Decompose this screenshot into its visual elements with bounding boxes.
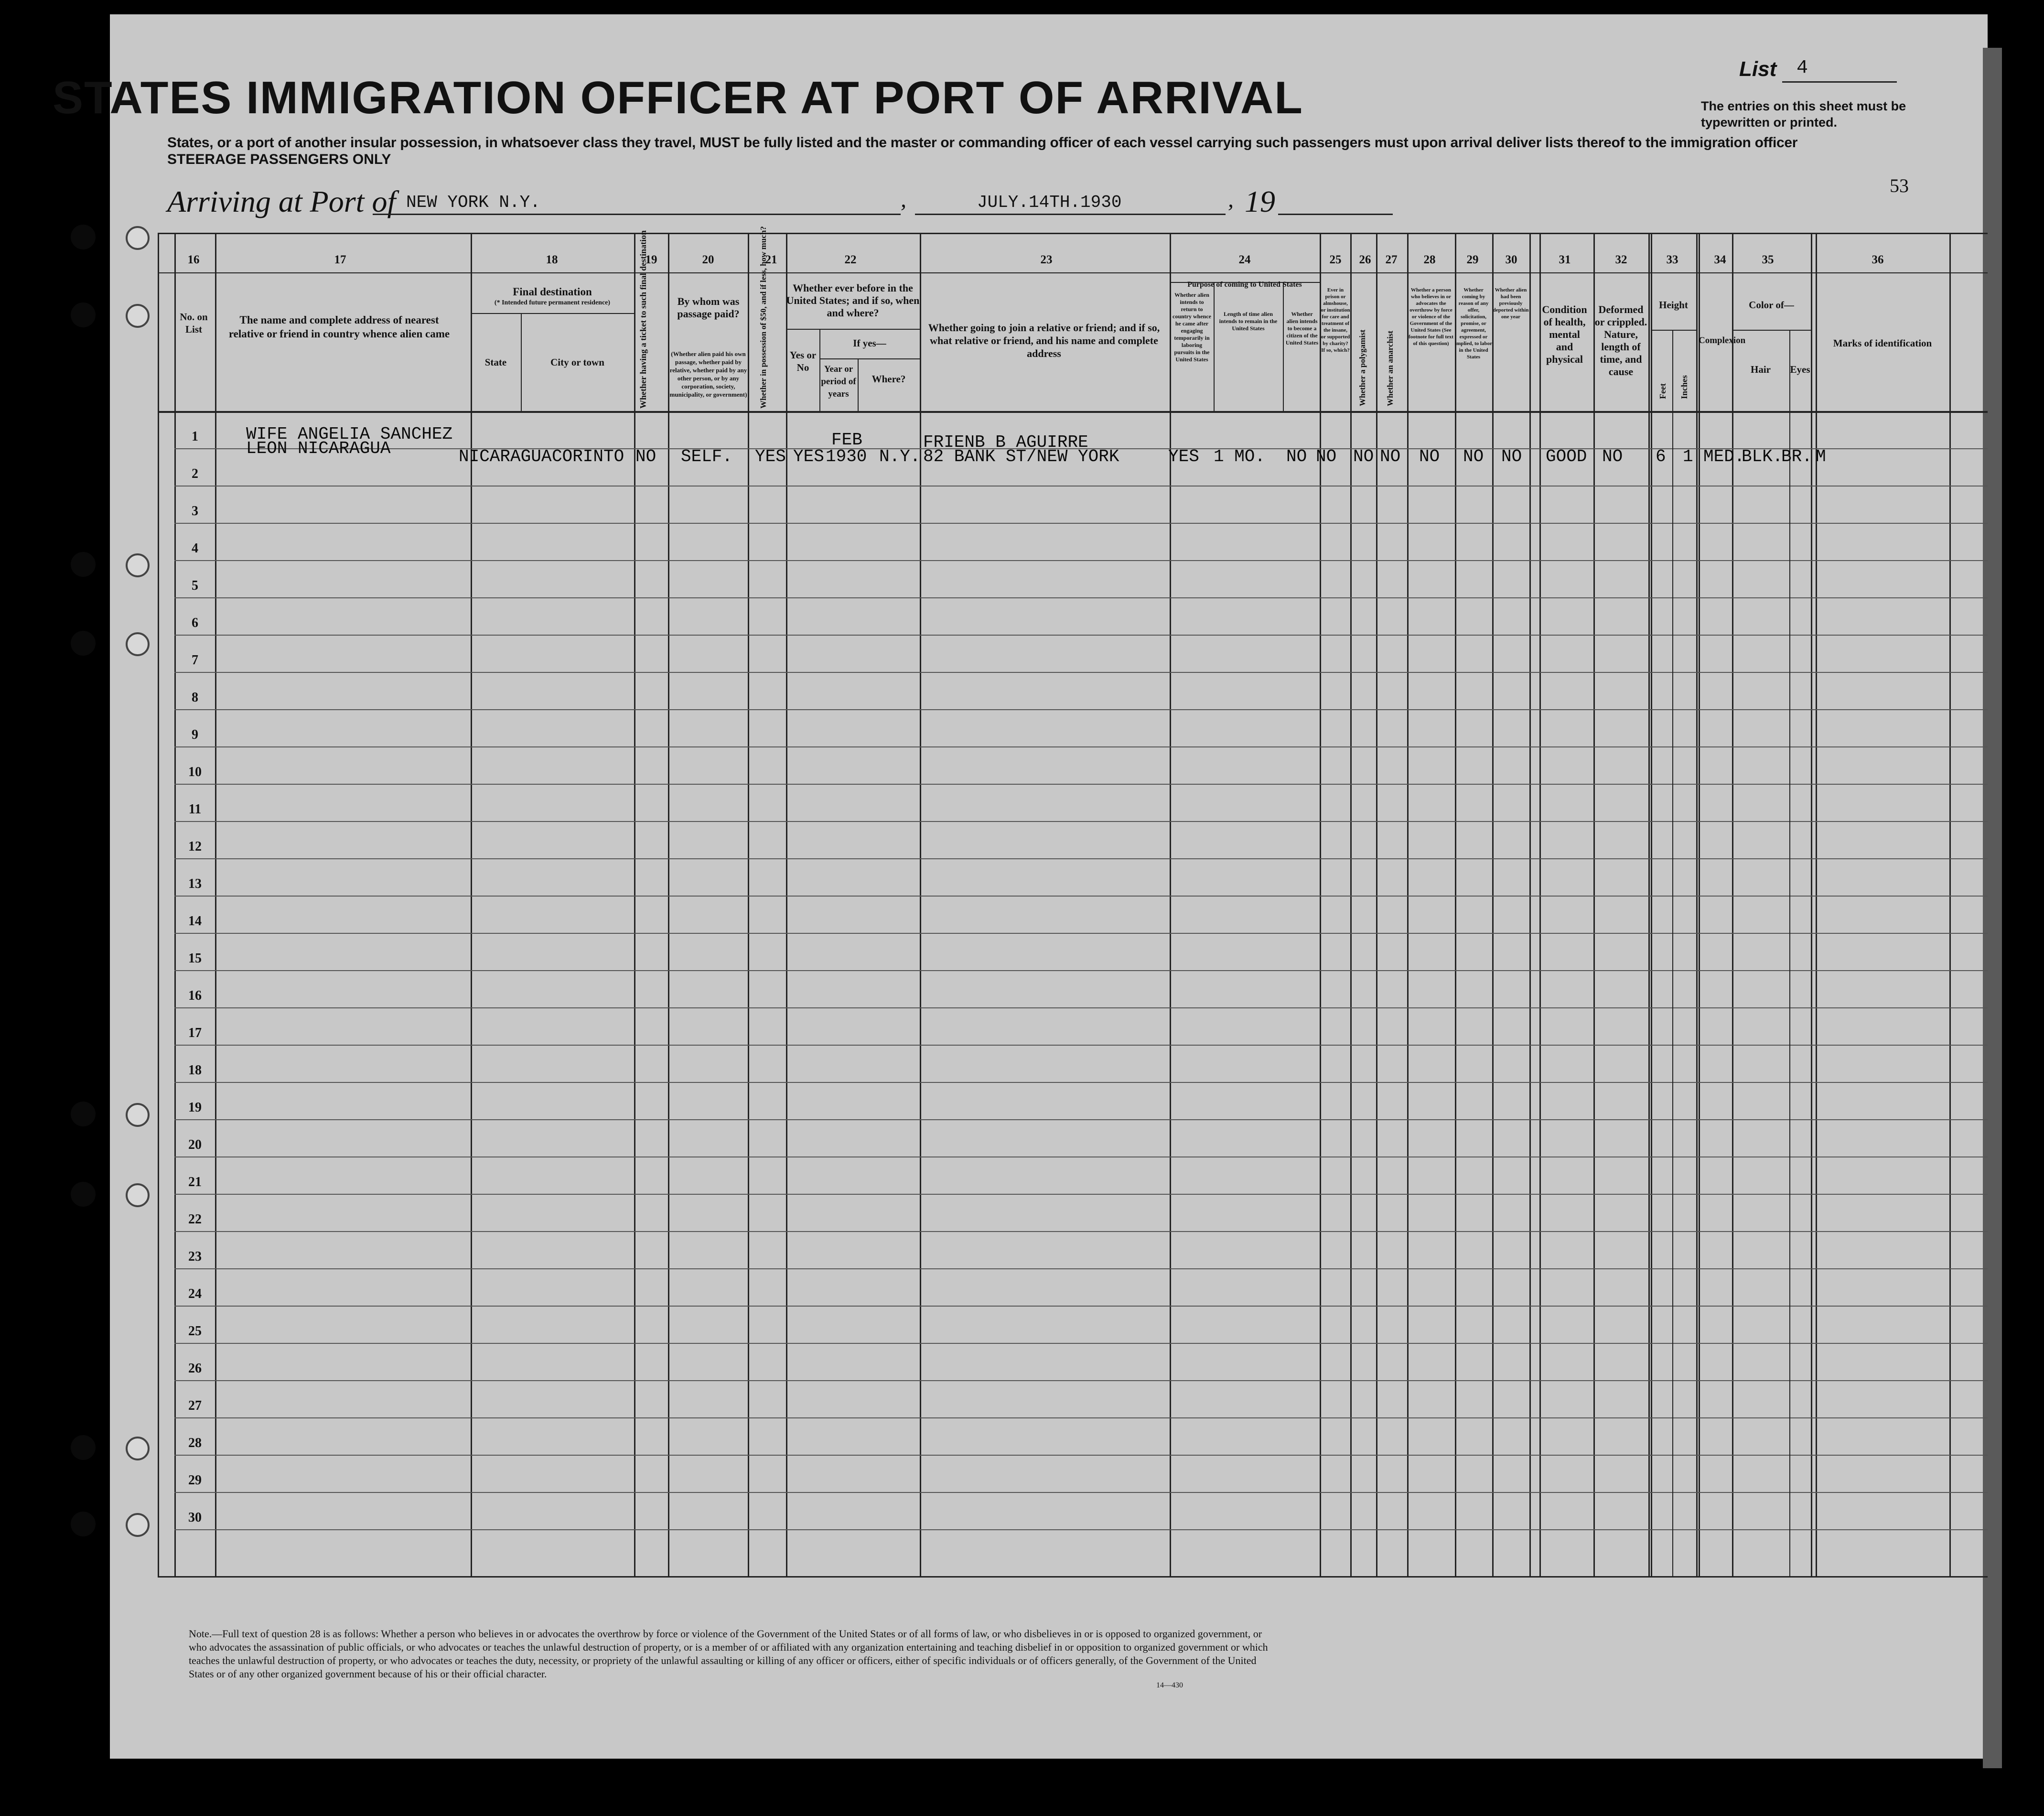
col-19: 19 <box>645 253 657 266</box>
col-33: 33 <box>1666 253 1678 266</box>
column-line <box>920 233 921 1576</box>
row-line <box>174 746 1988 747</box>
date-value: JULY.14TH.1930 <box>977 193 1122 212</box>
q29-value: NO <box>1463 447 1484 466</box>
hdr-purpose-citizen: Whether alien intends to become a citizen of the United States <box>1285 311 1319 346</box>
column-line <box>158 233 159 1576</box>
table-top-border <box>158 233 1988 234</box>
colnum-row-border <box>158 272 1988 273</box>
hdr-height: Height <box>1659 299 1688 311</box>
row-number: 4 <box>192 541 198 556</box>
header-line-2: STEERAGE PASSENGERS ONLY <box>167 151 391 167</box>
hdr-color-of: Color of— <box>1749 299 1794 311</box>
row-number: 26 <box>188 1361 202 1376</box>
punch-hole <box>71 1435 96 1460</box>
feet-value: 6 <box>1656 447 1666 466</box>
column-line <box>1699 233 1700 1576</box>
col-29: 29 <box>1466 253 1479 266</box>
punch-hole-ring <box>126 304 150 328</box>
row-line <box>174 1194 1988 1195</box>
punch-hole <box>71 552 96 577</box>
punch-hole <box>71 631 96 656</box>
row-line <box>174 784 1988 785</box>
year-underline <box>1278 214 1393 215</box>
citizen-value: NO <box>1286 447 1307 466</box>
col-35: 35 <box>1762 253 1774 266</box>
col-21: 21 <box>765 253 777 266</box>
typewritten-notice: The entries on this sheet must be typewritten or printed. <box>1701 99 1906 130</box>
row-number: 25 <box>188 1324 202 1339</box>
before-value: YES <box>793 447 824 466</box>
row-number: 19 <box>188 1100 202 1115</box>
possession-value: YES <box>755 447 786 466</box>
hdr-prison: Ever in prison or almshouse, or institution for care and treatment of the insane, or supported by charity? If so, which? <box>1321 287 1350 353</box>
hdr-year-period: Year or period of years <box>821 364 856 399</box>
row-number: 13 <box>188 876 202 891</box>
row-number: 3 <box>192 504 198 519</box>
row-number: 8 <box>192 690 198 705</box>
column-line <box>1350 233 1352 1576</box>
page-edge <box>1983 48 2002 1768</box>
row-number: 21 <box>188 1175 202 1189</box>
hdr-purpose: Purpose of coming to United States <box>1187 281 1302 289</box>
row-number: 10 <box>188 765 202 779</box>
col-25: 25 <box>1329 253 1342 266</box>
col-20: 20 <box>702 253 714 266</box>
row-line <box>174 1417 1988 1418</box>
manifest-sheet <box>110 14 1988 1759</box>
row-number: 16 <box>188 988 202 1003</box>
marks-value: M <box>1816 447 1826 466</box>
column-line <box>1949 233 1951 1576</box>
row-line <box>174 560 1988 561</box>
row-line <box>174 858 1988 859</box>
where-value: N.Y. <box>879 447 921 466</box>
punch-hole <box>71 303 96 327</box>
hdr-hair: Hair <box>1751 364 1771 375</box>
column-line <box>1732 233 1733 1576</box>
list-value: 4 <box>1797 57 1808 79</box>
deformed-value: NO <box>1602 447 1623 466</box>
complexion-value: MED. <box>1703 447 1745 466</box>
row-number: 24 <box>188 1286 202 1301</box>
column-line <box>1376 233 1377 1576</box>
hdr-join-relative: Whether going to join a relative or friend; and if so, what relative or friend, and his name and complete address <box>928 322 1160 359</box>
row-number: 22 <box>188 1212 202 1227</box>
col-16: 16 <box>187 253 200 266</box>
row-number: 18 <box>188 1063 202 1078</box>
col-36: 36 <box>1872 253 1884 266</box>
page-title: STATES IMMIGRATION OFFICER AT PORT OF ARRIVAL <box>53 72 1303 123</box>
color-subline <box>1732 330 1811 331</box>
column-line <box>1170 233 1171 1576</box>
row-number: 29 <box>188 1473 202 1488</box>
row-number: 23 <box>188 1249 202 1264</box>
row-line <box>174 896 1988 897</box>
row-line <box>174 970 1988 971</box>
column-line <box>1648 233 1650 1576</box>
row-line <box>174 1380 1988 1381</box>
column-line <box>1696 233 1698 1576</box>
length-value: 1 MO. <box>1214 447 1266 466</box>
col-31: 31 <box>1559 253 1571 266</box>
row-line <box>174 1231 1988 1232</box>
relative-line-1: WIFE ANGELIA SANCHEZ <box>246 424 453 444</box>
row-line <box>174 933 1988 934</box>
punch-hole-ring <box>126 1513 150 1537</box>
row-line <box>174 1268 1988 1269</box>
header-bottom-border <box>158 411 1988 413</box>
hdr-inches: Inches <box>1679 375 1689 399</box>
punch-hole <box>71 1182 96 1207</box>
hdr-condition: Condition of health, mental and physical <box>1542 303 1587 365</box>
row-line <box>174 1343 1988 1344</box>
hdr-ticket: Whether having a ticket to such final destination <box>638 230 648 409</box>
year-label: 19 <box>1245 184 1275 218</box>
row-line <box>174 1529 1988 1530</box>
column-line <box>1593 233 1595 1576</box>
column-line <box>748 233 749 1576</box>
ticket-value: NO <box>635 447 656 466</box>
arriving-label: Arriving at Port of <box>167 184 396 218</box>
hdr-deformed: Deformed or crippled. Nature, length of time, and cause <box>1594 303 1647 378</box>
row-line <box>174 635 1988 636</box>
hdr-complexion: Complexion <box>1699 335 1746 346</box>
if-yes-subline <box>786 329 920 330</box>
hair-value: BLK. <box>1742 447 1783 466</box>
row-number: 7 <box>192 653 198 668</box>
q30-value: NO <box>1501 447 1522 466</box>
row-line <box>174 597 1988 598</box>
eyes-value: BR. <box>1781 447 1812 466</box>
punch-hole-ring <box>126 1183 150 1207</box>
row-number: 30 <box>188 1510 202 1525</box>
row-line <box>174 709 1988 710</box>
row-number: 6 <box>192 616 198 630</box>
row-line <box>174 1492 1988 1493</box>
row-line <box>174 1007 1988 1008</box>
page-number: 53 <box>1890 175 1909 196</box>
year-value: 1930 <box>826 447 867 466</box>
row-number: 9 <box>192 727 198 742</box>
height-subline <box>1651 330 1696 331</box>
footnote: Note.—Full text of question 28 is as follows: Whether a person who believes in or advocates the overthrow by force or violence of the Government of the United States or of all forms of law, or who disbelieves in or is opposed to organized government, or who advocates the assassination of public officials, or who advocates or teaches the unlawful destruction of property, or is a member of or affiliated with any organization entertaining and teaching disbelief in or opposition to organized government or which teaches the unlawful destruction of property, or who advocates or teaches the duty, necessity, or propriety of the unlawful assaulting or killing of any officer or officers, either of specific individuals or of officers generally, of the Government of the United States or of any other organized government because of his or their official character. <box>189 1628 1268 1680</box>
inches-value: 1 <box>1683 447 1693 466</box>
hdr-anarchist: Whether an anarchist <box>1386 330 1395 406</box>
column-line <box>1455 233 1456 1576</box>
comma: , <box>901 187 906 212</box>
hdr-no-on-list: No. on List <box>180 311 208 335</box>
q28-value: NO <box>1419 447 1440 466</box>
column-line <box>1651 233 1652 1576</box>
hdr-where: Where? <box>871 373 906 385</box>
row-line <box>174 821 1988 822</box>
year-month-value: FEB <box>831 430 862 450</box>
purpose-divider-1 <box>1214 282 1215 411</box>
feet-inches-divider <box>1672 330 1673 1576</box>
row-line <box>174 1045 1988 1046</box>
column-line <box>1320 233 1321 1576</box>
column-line <box>1492 233 1494 1576</box>
row-line <box>174 672 1988 673</box>
row-number: 14 <box>188 914 202 929</box>
header-line-1: States, or a port of another insular possession, in whatsoever class they travel, MUST be fully listed and the master or commanding officer of each vessel carrying such passengers must upon arrival deliver lists thereof to the immigration officer <box>167 135 1798 151</box>
col-28: 28 <box>1423 253 1436 266</box>
hdr-q29: Whether coming by reason of any offer, solicitation, promise, or agreement, expressed or implied, to labor in the United States <box>1455 287 1492 360</box>
col-34: 34 <box>1714 253 1726 266</box>
hdr-q28: Whether a person who believes in or advocates the overthrow by force or violence of the Government of the United States (See footnote for full text of this question) <box>1408 287 1454 346</box>
punch-hole-ring <box>126 1103 150 1127</box>
punch-hole-ring <box>126 1437 150 1460</box>
port-value: NEW YORK N.Y. <box>406 193 540 212</box>
date-underline <box>915 214 1226 215</box>
col-27: 27 <box>1385 253 1398 266</box>
purpose-return-value: YES <box>1168 447 1199 466</box>
row-number: 15 <box>188 951 202 966</box>
column-line <box>668 233 669 1576</box>
column-line <box>1811 233 1812 1576</box>
row-number: 5 <box>192 578 198 593</box>
col-18: 18 <box>546 253 558 266</box>
prison-value: NO <box>1316 447 1337 466</box>
list-label: List <box>1739 57 1777 81</box>
col-26: 26 <box>1359 253 1371 266</box>
column-line <box>1816 233 1817 1576</box>
row-line <box>174 1119 1988 1120</box>
col-30: 30 <box>1505 253 1517 266</box>
join-line-2: 82 BANK ST/NEW YORK <box>923 447 1119 466</box>
hdr-marks: Marks of identification <box>1833 337 1932 349</box>
row-line <box>174 1082 1988 1083</box>
state-value: NICARAGUA <box>459 447 552 466</box>
hdr-passage-note: (Whether alien paid his own passage, whether paid by relative, whether paid by any other person, or by any corporation, society, municipality, or government) <box>669 350 747 398</box>
hdr-nearest-relative: The name and complete address of nearest relative or friend in country whence alien came <box>228 314 450 340</box>
col-23: 23 <box>1040 253 1053 266</box>
purpose-divider-2 <box>1283 282 1284 411</box>
year-where-subline <box>819 358 920 359</box>
form-number: 14—430 <box>1156 1681 1183 1689</box>
row-number: 12 <box>188 839 202 854</box>
punch-hole-ring <box>126 553 150 577</box>
row-line <box>174 1306 1988 1307</box>
punch-hole-ring <box>126 632 150 656</box>
row-number: 1 <box>192 429 198 444</box>
polygamist-value: NO <box>1353 447 1374 466</box>
col-17: 17 <box>334 253 346 266</box>
hdr-final-destination: Final destination <box>513 286 592 298</box>
col-24: 24 <box>1238 253 1251 266</box>
list-underline <box>1782 81 1897 83</box>
hdr-final-destination-note: (* Intended future permanent residence) <box>494 299 611 306</box>
column-line <box>786 233 787 1576</box>
city-value: CORINTO <box>552 447 624 466</box>
hdr-q30: Whether alien had been previously deported within one year <box>1493 287 1529 320</box>
row-number: 20 <box>188 1137 202 1152</box>
column-line <box>634 233 635 1576</box>
hair-eyes-divider <box>1789 330 1790 1576</box>
column-line <box>471 233 472 1576</box>
punch-hole <box>71 225 96 249</box>
row-number: 17 <box>188 1026 202 1040</box>
hdr-state: State <box>484 357 507 368</box>
row-number: 28 <box>188 1436 202 1450</box>
column-line <box>1529 233 1531 1576</box>
punch-hole <box>71 1512 96 1536</box>
hdr-possession: Whether in possession of $50, and if less, how much? <box>759 226 768 409</box>
hdr-eyes: Eyes <box>1790 364 1810 375</box>
hdr-purpose-return: Whether alien intends to return to country whence he came after engaging temporarily in laboring pursuits in the United States <box>1173 292 1211 363</box>
hdr-passage-paid: By whom was passage paid? <box>677 295 740 320</box>
punch-hole <box>71 1102 96 1126</box>
hdr-before-in-us: Whether ever before in the United States; and if so, when and where? <box>786 282 920 319</box>
anarchist-value: NO <box>1380 447 1401 466</box>
column-line <box>1539 233 1541 1576</box>
hdr-polygamist: Whether a polygamist <box>1358 329 1367 406</box>
hdr-if-yes: If yes— <box>853 337 886 349</box>
column-line <box>1407 233 1409 1576</box>
passage-value: SELF. <box>681 447 733 466</box>
condition-value: GOOD <box>1546 447 1587 466</box>
table-bottom-border <box>158 1576 1988 1578</box>
hdr-purpose-length: Length of time alien intends to remain in the United States <box>1219 311 1278 332</box>
row-number: 27 <box>188 1398 202 1413</box>
punch-hole-ring <box>126 226 150 250</box>
final-dest-subline <box>471 313 634 314</box>
col-22: 22 <box>844 253 857 266</box>
column-line <box>215 233 216 1576</box>
join-line-1: FRIENB B AGUIRRE <box>923 432 1088 452</box>
comma-2: , <box>1228 187 1234 212</box>
row-line <box>174 1455 1988 1456</box>
col-32: 32 <box>1615 253 1627 266</box>
relative-line-2: LEON NICARAGUA <box>246 439 391 458</box>
hdr-feet: Feet <box>1658 383 1667 399</box>
row-number: 11 <box>188 802 202 817</box>
row-number: 2 <box>192 466 198 481</box>
hdr-city-or-town: City or town <box>550 357 604 368</box>
hdr-yes-or-no: Yes or No <box>789 349 817 373</box>
port-underline <box>373 214 901 215</box>
row-line <box>174 523 1988 524</box>
